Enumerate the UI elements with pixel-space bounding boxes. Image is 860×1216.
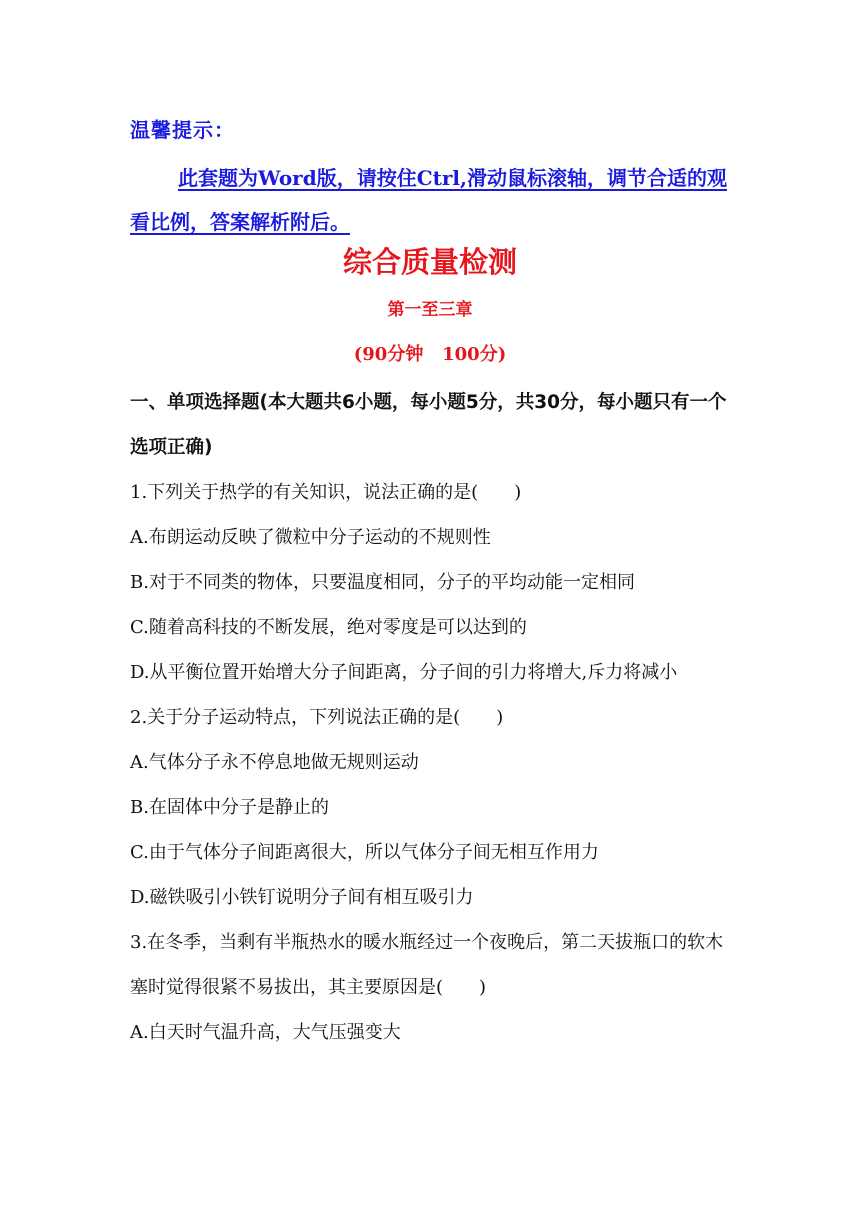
question-3 xyxy=(130,920,736,1055)
tip-body: 此套题为Word版，请按住Ctrl,滑动鼠标滚轴，调节合适的观看比例，答案解析附后。 xyxy=(130,166,727,234)
chapter-range: 第一至三章 xyxy=(387,300,473,320)
time-and-score: (90分钟 100分) xyxy=(353,344,507,365)
question-1 xyxy=(130,470,736,695)
question-2 xyxy=(130,695,736,920)
option-d: D.从平衡位置开始增大分子间距离，分子间的引力将增大,斥力将减小 xyxy=(130,662,678,683)
option-d: D.磁铁吸引小铁钉说明分子间有相互吸引力 xyxy=(130,887,474,908)
option-b: B.在固体中分子是静止的 xyxy=(130,797,329,818)
tip-title: 温馨提示： xyxy=(130,118,235,142)
exam-content xyxy=(130,380,736,1055)
option-a: A.布朗运动反映了微粒中分子运动的不规则性 xyxy=(130,527,491,548)
section-heading: 一、单项选择题(本大题共6小题，每小题5分，共30分，每小题只有一个选项正确) xyxy=(130,392,727,458)
question-stem: 2.关于分子运动特点，下列说法正确的是( ) xyxy=(130,707,504,728)
option-c: C.随着高科技的不断发展，绝对零度是可以达到的 xyxy=(130,617,527,638)
option-a: A.白天时气温升高，大气压强变大 xyxy=(130,1022,401,1043)
question-stem: 1.下列关于热学的有关知识，说法正确的是( ) xyxy=(130,482,522,503)
option-a: A.气体分子永不停息地做无规则运动 xyxy=(130,752,419,773)
page-title: 综合质量检测 xyxy=(342,245,517,279)
question-stem: 3.在冬季，当剩有半瓶热水的暖水瓶经过一个夜晚后，第二天拔瓶口的软木塞时觉得很紧不易拔出，其主要原因是( ) xyxy=(130,932,724,998)
option-c: C.由于气体分子间距离很大，所以气体分子间无相互作用力 xyxy=(130,842,599,863)
option-b: B.对于不同类的物体，只要温度相同，分子的平均动能一定相同 xyxy=(130,572,635,593)
